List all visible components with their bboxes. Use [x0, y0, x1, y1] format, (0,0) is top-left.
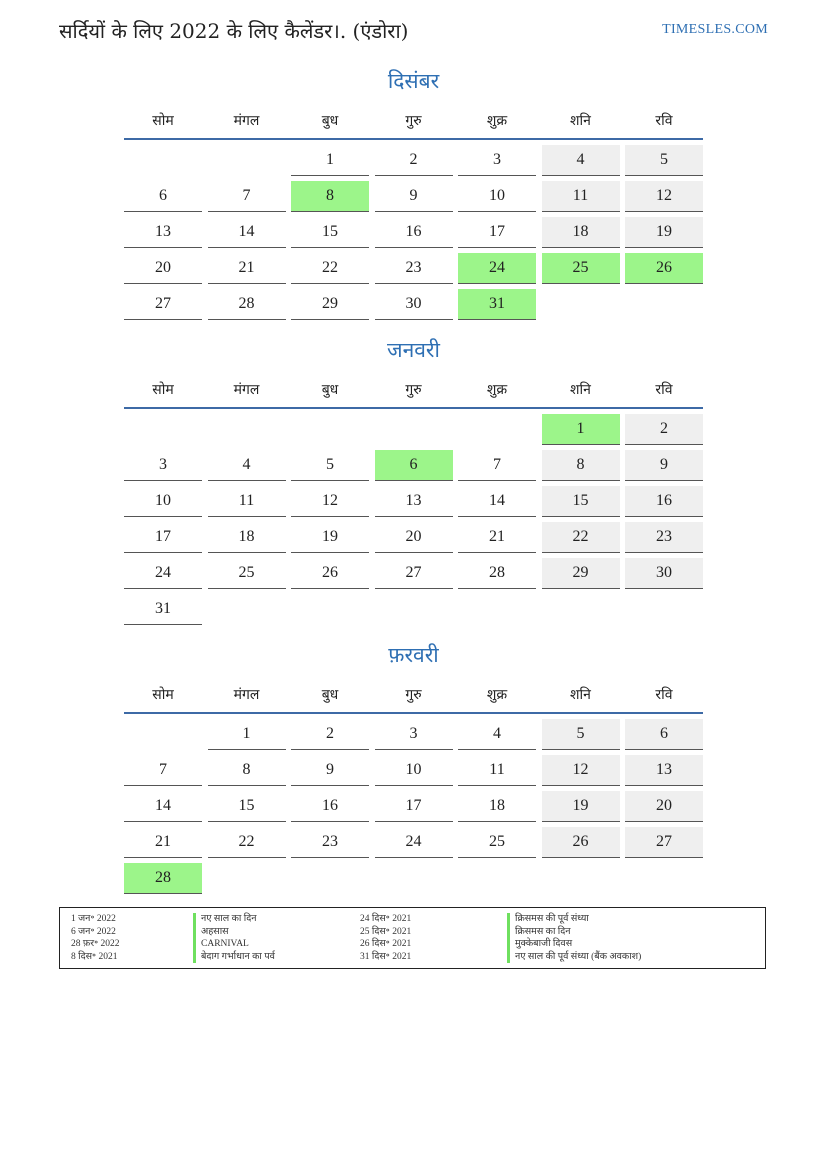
day-cell: 19	[625, 217, 703, 248]
day-cell: 14	[458, 486, 536, 517]
day-cell: 9	[375, 181, 453, 212]
day-cell: 27	[375, 558, 453, 589]
weekday-fri: शुक्र	[486, 381, 508, 398]
legend-date: 25 दिस॰ 2021	[360, 926, 412, 937]
day-cell: 2	[375, 145, 453, 176]
day-grid	[124, 719, 703, 894]
day-cell: 15	[542, 486, 620, 517]
day-grid	[124, 145, 703, 320]
weekday-fri: शुक्र	[486, 686, 508, 703]
legend-date: 6 जन॰ 2022	[71, 926, 116, 937]
day-cell: 21	[124, 827, 202, 858]
day-cell: 27	[625, 827, 703, 858]
weekday-sun: रवि	[655, 381, 673, 398]
day-cell: 7	[124, 755, 202, 786]
holiday-day-cell: 8	[291, 181, 369, 212]
holiday-legend	[59, 907, 766, 969]
day-cell: 7	[458, 450, 536, 481]
month-title: फ़रवरी	[388, 643, 439, 667]
legend-holiday-name: नए साल का दिन	[193, 913, 275, 926]
legend-date: 1 जन॰ 2022	[71, 914, 116, 924]
day-cell: 10	[124, 486, 202, 517]
day-cell: 15	[291, 217, 369, 248]
legend-date: 26 दिस॰ 2021	[360, 939, 412, 949]
empty-cell	[124, 145, 202, 175]
empty-cell	[291, 414, 369, 444]
legend-date: 8 दिस॰ 2021	[71, 951, 118, 962]
weekday-sat: शनि	[570, 686, 591, 703]
day-cell: 28	[458, 558, 536, 589]
legend-names-right	[507, 913, 641, 963]
day-cell: 19	[542, 791, 620, 822]
day-cell: 20	[124, 253, 202, 284]
day-cell: 22	[542, 522, 620, 553]
day-cell: 3	[124, 450, 202, 481]
month-title: दिसंबर	[387, 69, 440, 93]
day-cell: 6	[625, 719, 703, 750]
day-cell: 29	[542, 558, 620, 589]
weekday-tue: मंगल	[233, 381, 260, 398]
day-cell: 3	[375, 719, 453, 750]
day-cell: 6	[124, 181, 202, 212]
day-cell: 14	[124, 791, 202, 822]
day-cell: 25	[458, 827, 536, 858]
weekday-header	[124, 676, 703, 714]
day-cell: 3	[458, 145, 536, 176]
holiday-day-cell: 25	[542, 253, 620, 284]
day-cell: 18	[458, 791, 536, 822]
day-cell: 17	[375, 791, 453, 822]
day-cell: 27	[124, 289, 202, 320]
day-cell: 13	[124, 217, 202, 248]
day-cell: 22	[291, 253, 369, 284]
day-cell: 24	[375, 827, 453, 858]
day-cell: 4	[542, 145, 620, 176]
day-cell: 4	[458, 719, 536, 750]
day-cell: 26	[291, 558, 369, 589]
day-cell: 30	[625, 558, 703, 589]
weekday-header	[124, 371, 703, 409]
legend-holiday-name: मुक्केबाजी दिवस	[507, 938, 641, 951]
day-cell: 15	[208, 791, 286, 822]
legend-names-left	[193, 913, 275, 963]
day-cell: 11	[458, 755, 536, 786]
weekday-thu: गुरु	[405, 112, 422, 129]
day-cell: 16	[375, 217, 453, 248]
legend-holiday-name: क्रिसमस की पूर्व संध्या	[507, 913, 641, 926]
day-cell: 13	[625, 755, 703, 786]
day-cell: 4	[208, 450, 286, 481]
weekday-mon: सोम	[152, 112, 174, 129]
legend-holiday-name: अहसास	[193, 926, 275, 939]
legend-holiday-name: CARNIVAL	[193, 938, 275, 951]
empty-cell	[458, 414, 536, 444]
weekday-mon: सोम	[152, 381, 174, 398]
weekday-thu: गुरु	[405, 381, 422, 398]
day-cell: 16	[291, 791, 369, 822]
holiday-day-cell: 24	[458, 253, 536, 284]
day-cell: 1	[208, 719, 286, 750]
day-cell: 16	[625, 486, 703, 517]
weekday-sat: शनि	[570, 112, 591, 129]
day-cell: 10	[375, 755, 453, 786]
day-cell: 13	[375, 486, 453, 517]
day-cell: 19	[291, 522, 369, 553]
weekday-fri: शुक्र	[486, 112, 508, 129]
day-cell: 25	[208, 558, 286, 589]
weekday-wed: बुध	[321, 686, 339, 703]
day-cell: 21	[208, 253, 286, 284]
legend-date: 31 दिस॰ 2021	[360, 951, 412, 962]
day-cell: 8	[208, 755, 286, 786]
day-cell: 8	[542, 450, 620, 481]
legend-dates-left	[71, 913, 120, 963]
day-cell: 31	[124, 594, 202, 625]
day-cell: 12	[291, 486, 369, 517]
day-cell: 9	[291, 755, 369, 786]
holiday-day-cell: 28	[124, 863, 202, 894]
weekday-wed: बुध	[321, 112, 339, 129]
day-cell: 29	[291, 289, 369, 320]
day-cell: 12	[625, 181, 703, 212]
day-cell: 12	[542, 755, 620, 786]
site-link[interactable]: TIMESLES.COM	[662, 22, 768, 37]
holiday-day-cell: 26	[625, 253, 703, 284]
day-cell: 5	[291, 450, 369, 481]
legend-holiday-name: क्रिसमस का दिन	[507, 926, 641, 939]
day-cell: 24	[124, 558, 202, 589]
empty-cell	[208, 414, 286, 444]
holiday-day-cell: 31	[458, 289, 536, 320]
day-cell: 7	[208, 181, 286, 212]
weekday-mon: सोम	[152, 686, 174, 703]
weekday-header	[124, 102, 703, 140]
day-cell: 18	[208, 522, 286, 553]
day-cell: 26	[542, 827, 620, 858]
empty-cell	[124, 719, 202, 749]
empty-cell	[208, 145, 286, 175]
day-cell: 22	[208, 827, 286, 858]
legend-holiday-name: बेदाग गर्भाधान का पर्व	[193, 951, 275, 964]
month-december	[124, 66, 703, 320]
day-cell: 17	[458, 217, 536, 248]
empty-cell	[124, 414, 202, 444]
month-title: जनवरी	[387, 338, 440, 362]
legend-holiday-name: नए साल की पूर्व संध्या (बैंक अवकाश)	[507, 951, 641, 964]
day-cell: 17	[124, 522, 202, 553]
page-title: सर्दियों के लिए 2022 के लिए कैलेंडर।. (एंडोरा)	[59, 19, 409, 43]
legend-dates-right	[360, 913, 411, 963]
legend-date: 28 फ़र॰ 2022	[71, 939, 120, 949]
month-january	[124, 335, 703, 625]
day-cell: 11	[208, 486, 286, 517]
weekday-tue: मंगल	[233, 112, 260, 129]
day-cell: 20	[375, 522, 453, 553]
month-february	[124, 640, 703, 894]
day-cell: 23	[375, 253, 453, 284]
day-cell: 18	[542, 217, 620, 248]
day-cell: 5	[542, 719, 620, 750]
weekday-sat: शनि	[570, 381, 591, 398]
day-cell: 11	[542, 181, 620, 212]
day-cell: 5	[625, 145, 703, 176]
day-cell: 1	[291, 145, 369, 176]
day-cell: 30	[375, 289, 453, 320]
day-cell: 14	[208, 217, 286, 248]
day-cell: 20	[625, 791, 703, 822]
weekday-tue: मंगल	[233, 686, 260, 703]
weekday-sun: रवि	[655, 686, 673, 703]
holiday-day-cell: 6	[375, 450, 453, 481]
day-cell: 28	[208, 289, 286, 320]
weekday-wed: बुध	[321, 381, 339, 398]
day-cell: 2	[625, 414, 703, 445]
day-cell: 10	[458, 181, 536, 212]
weekday-thu: गुरु	[405, 686, 422, 703]
day-grid	[124, 414, 703, 625]
legend-date: 24 दिस॰ 2021	[360, 914, 412, 924]
day-cell: 21	[458, 522, 536, 553]
holiday-day-cell: 1	[542, 414, 620, 445]
day-cell: 23	[625, 522, 703, 553]
weekday-sun: रवि	[655, 112, 673, 129]
day-cell: 2	[291, 719, 369, 750]
day-cell: 23	[291, 827, 369, 858]
empty-cell	[375, 414, 453, 444]
day-cell: 9	[625, 450, 703, 481]
